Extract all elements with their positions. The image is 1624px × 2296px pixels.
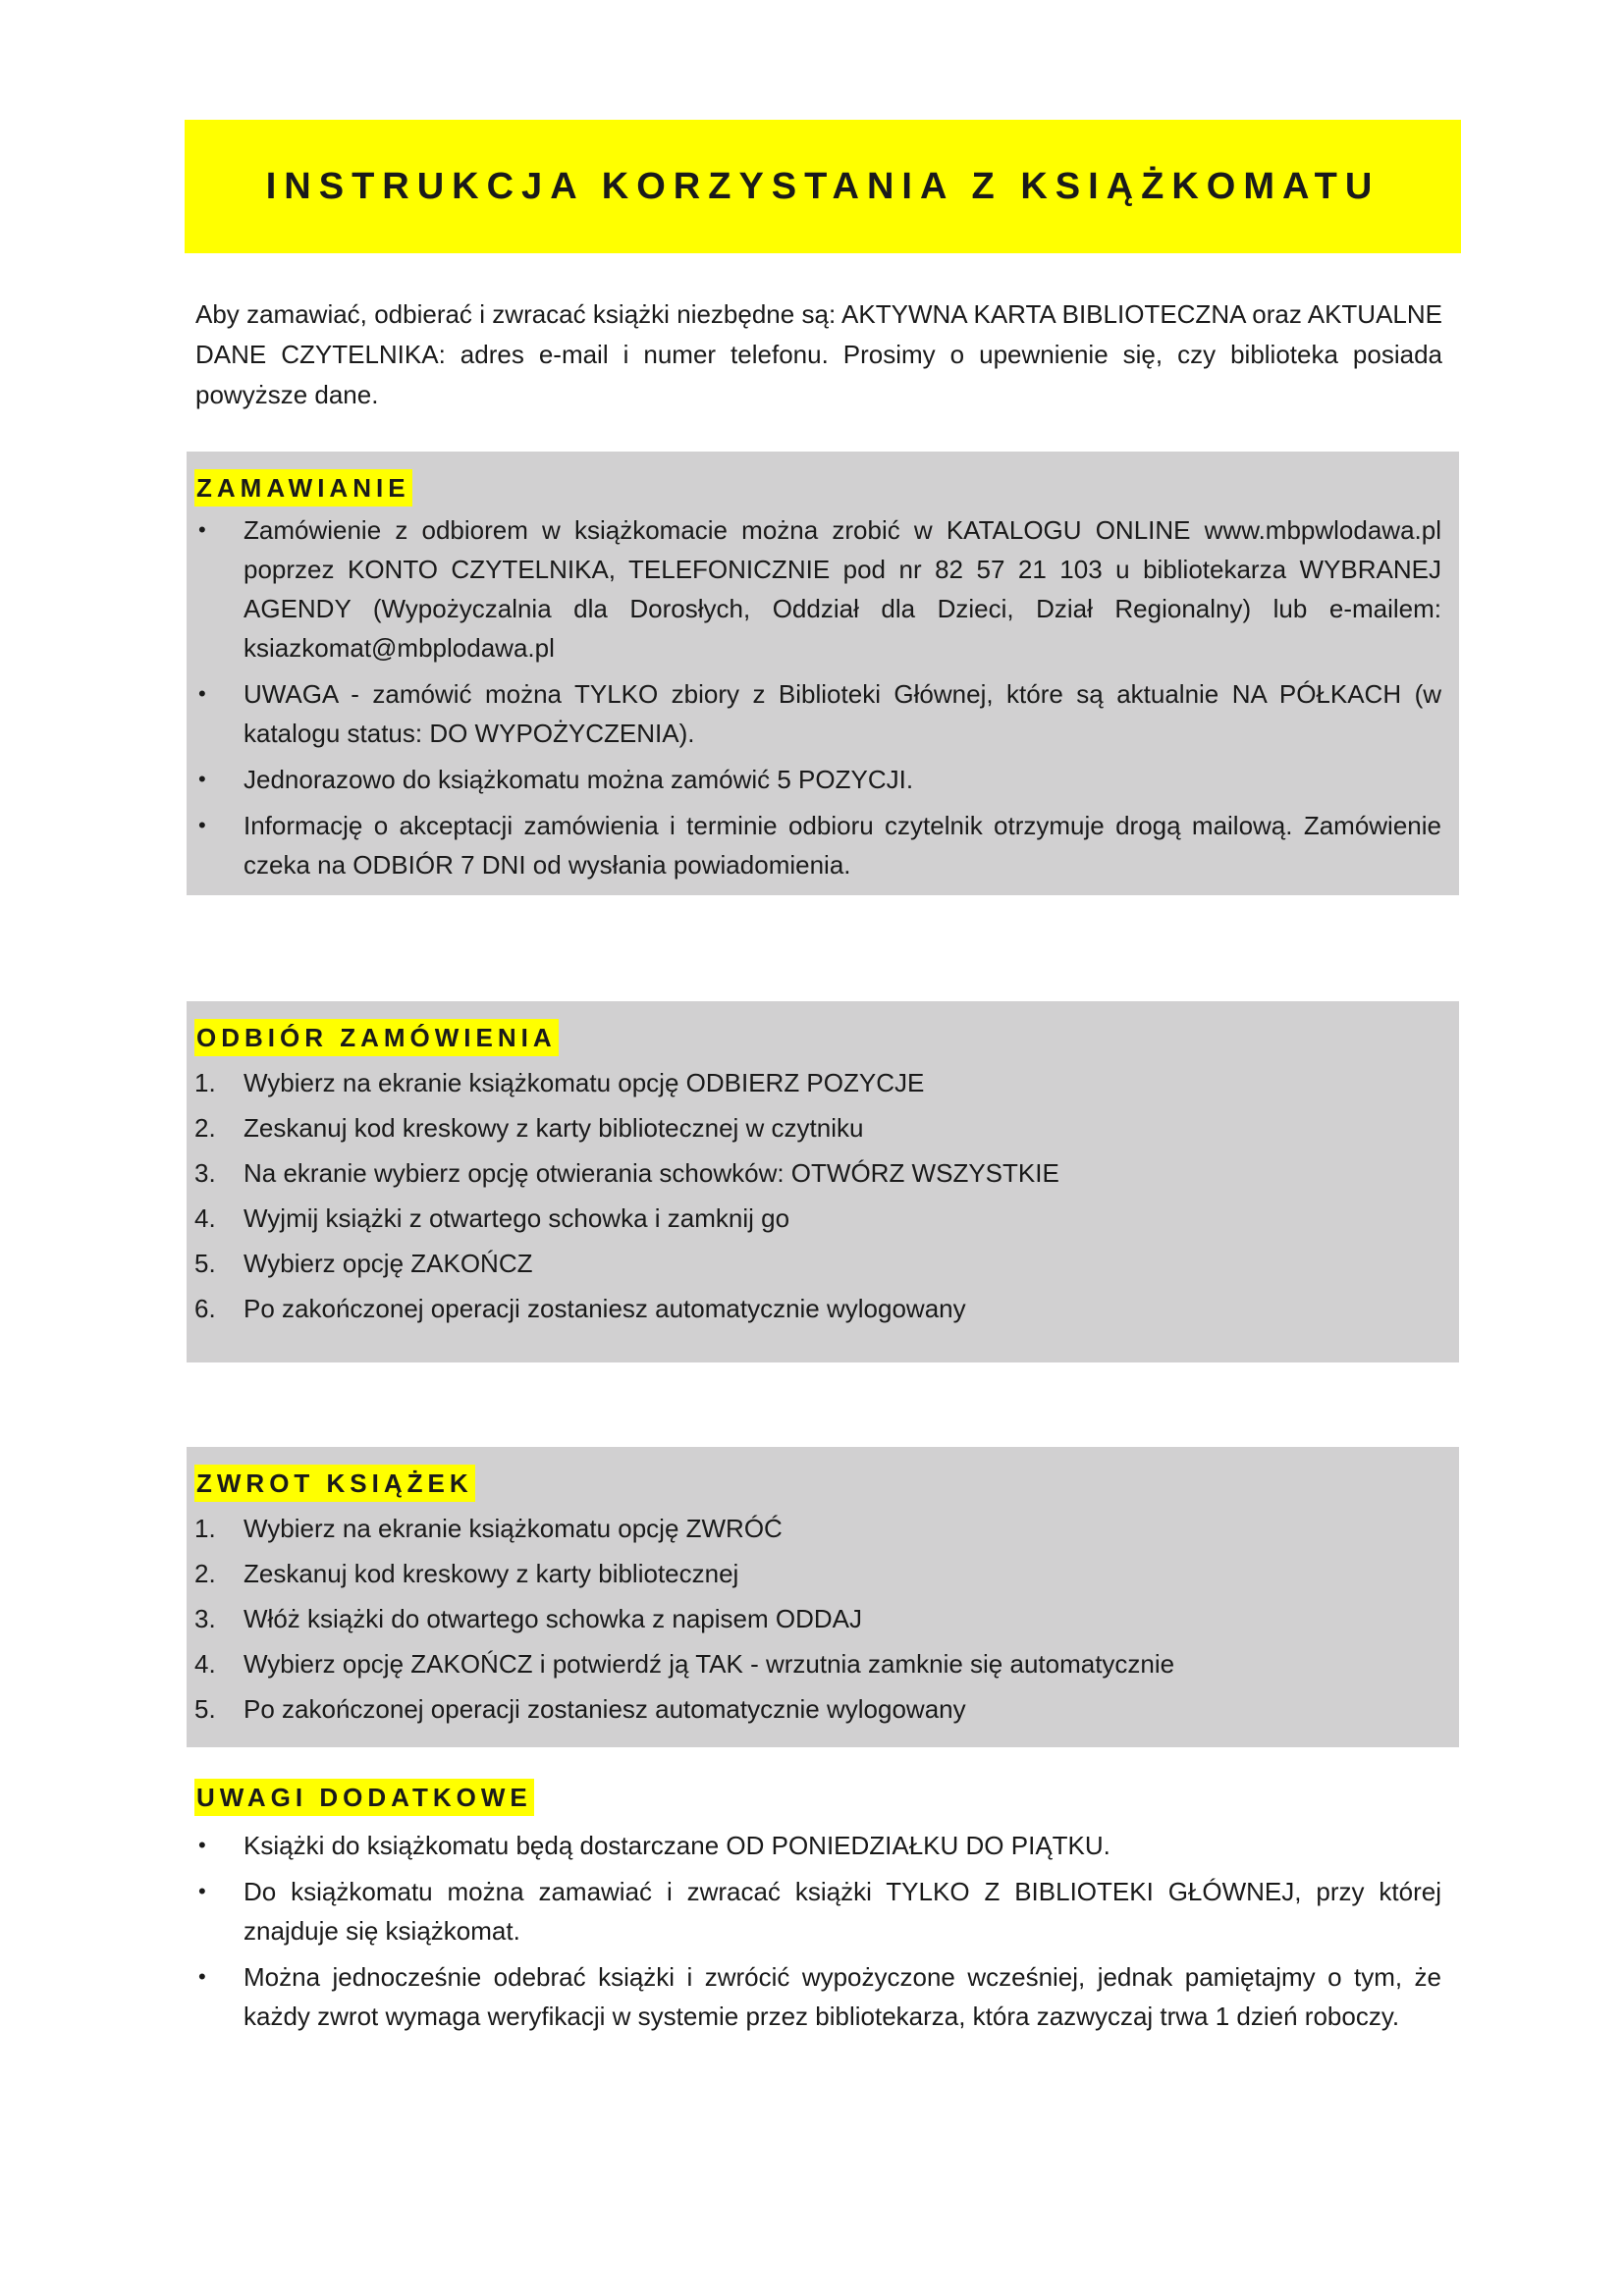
odbior-steps xyxy=(194,1060,1441,1331)
bullet-icon: • xyxy=(198,813,206,837)
list-item: 6. Po zakończonej operacji zostaniesz automatycznie wylogowany xyxy=(194,1294,966,1323)
list-item: 3. Włóż książki do otwartego schowka z napisem ODDAJ xyxy=(194,1604,863,1633)
bullet-icon: • xyxy=(198,1879,206,1903)
section-title-zwrot: ZWROT KSIĄŻEK xyxy=(194,1465,475,1502)
section-odbior xyxy=(187,1001,1459,1362)
section-uwagi xyxy=(187,1761,1459,2075)
bullet-icon: • xyxy=(198,767,206,791)
list-item: 4. Wyjmij książki z otwartego schowka i zamknij go xyxy=(194,1203,790,1233)
section-title-uwagi: UWAGI DODATKOWE xyxy=(194,1779,534,1816)
list-item: 1. Wybierz na ekranie książkomatu opcję ODBIERZ POZYCJE xyxy=(194,1068,925,1097)
list-item: • Informację o akceptacji zamówienia i terminie odbioru czytelnik otrzymuje drogą mailową. Zamówienie czeka na ODBIÓR 7 DNI od wysłania powiadomienia. xyxy=(194,806,1441,884)
list-item: • Zamówienie z odbiorem w książkomacie można zrobić w KATALOGU ONLINE www.mbpwlodawa.pl poprzez KONTO CZYTELNIKA, TELEFONICZNIE pod nr 82 57 21 103 u bibliotekarza WYBRANEJ AGENDY (Wypożyczalnia dla Dorosłych, Oddział dla Dzieci, Dział Regionalny) lub e-mailem: ksiazkomat@mbplodawa.pl xyxy=(194,510,1441,667)
section-title-odbior: ODBIÓR ZAMÓWIENIA xyxy=(194,1019,559,1056)
list-item: 5. Po zakończonej operacji zostaniesz automatycznie wylogowany xyxy=(194,1694,966,1724)
list-item: 2. Zeskanuj kod kreskowy z karty bibliotecznej w czytniku xyxy=(194,1113,864,1143)
title-banner xyxy=(185,120,1461,253)
intro-paragraph: Aby zamawiać, odbierać i zwracać książki niezbędne są: AKTYWNA KARTA BIBLIOTECZNA oraz AKTUALNE DANE CZYTELNIKA: adres e-mail i numer telefonu. Prosimy o upewnienie się, czy biblioteka posiada powyższe dane. xyxy=(195,299,1442,409)
list-item: • Można jednocześnie odebrać książki i zwrócić wypożyczone wcześniej, jednak pamiętajmy o tym, że każdy zwrot wymaga weryfikacji w systemie przez bibliotekarza, która zazwyczaj trwa 1 dzień roboczy. xyxy=(194,1957,1441,2036)
page-title: INSTRUKCJA KORZYSTANIA Z KSIĄŻKOMATU xyxy=(265,165,1380,207)
section-zwrot xyxy=(187,1447,1459,1747)
list-item: • UWAGA - zamówić można TYLKO zbiory z Biblioteki Głównej, które są aktualnie NA PÓŁKACH (w katalogu status: DO WYPOŻYCZENIA). xyxy=(194,674,1441,753)
bullet-icon: • xyxy=(198,681,206,706)
list-item: • Do książkomatu można zamawiać i zwracać książki TYLKO Z BIBLIOTEKI GŁÓWNEJ, przy której znajduje się książkomat. xyxy=(194,1872,1441,1950)
bullet-icon: • xyxy=(198,1833,206,1857)
bullet-icon: • xyxy=(198,517,206,542)
zamawianie-list xyxy=(194,510,1441,884)
list-item: • Książki do książkomatu będą dostarczane OD PONIEDZIAŁKU DO PIĄTKU. xyxy=(194,1826,1441,1865)
list-item: 3. Na ekranie wybierz opcję otwierania schowków: OTWÓRZ WSZYSTKIE xyxy=(194,1158,1059,1188)
zwrot-steps xyxy=(194,1506,1441,1732)
list-item: 5. Wybierz opcję ZAKOŃCZ xyxy=(194,1249,533,1278)
list-item: 2. Zeskanuj kod kreskowy z karty bibliotecznej xyxy=(194,1559,739,1588)
list-item: 4. Wybierz opcję ZAKOŃCZ i potwierdź ją TAK - wrzutnia zamknie się automatycznie xyxy=(194,1649,1175,1679)
uwagi-list xyxy=(194,1826,1441,2036)
section-zamawianie xyxy=(187,452,1459,895)
list-item: • Jednorazowo do książkomatu można zamówić 5 POZYCJI. xyxy=(194,760,1441,799)
bullet-icon: • xyxy=(198,1964,206,1989)
section-title-zamawianie: ZAMAWIANIE xyxy=(194,469,412,507)
list-item: 1. Wybierz na ekranie książkomatu opcję ZWRÓĆ xyxy=(194,1514,783,1543)
